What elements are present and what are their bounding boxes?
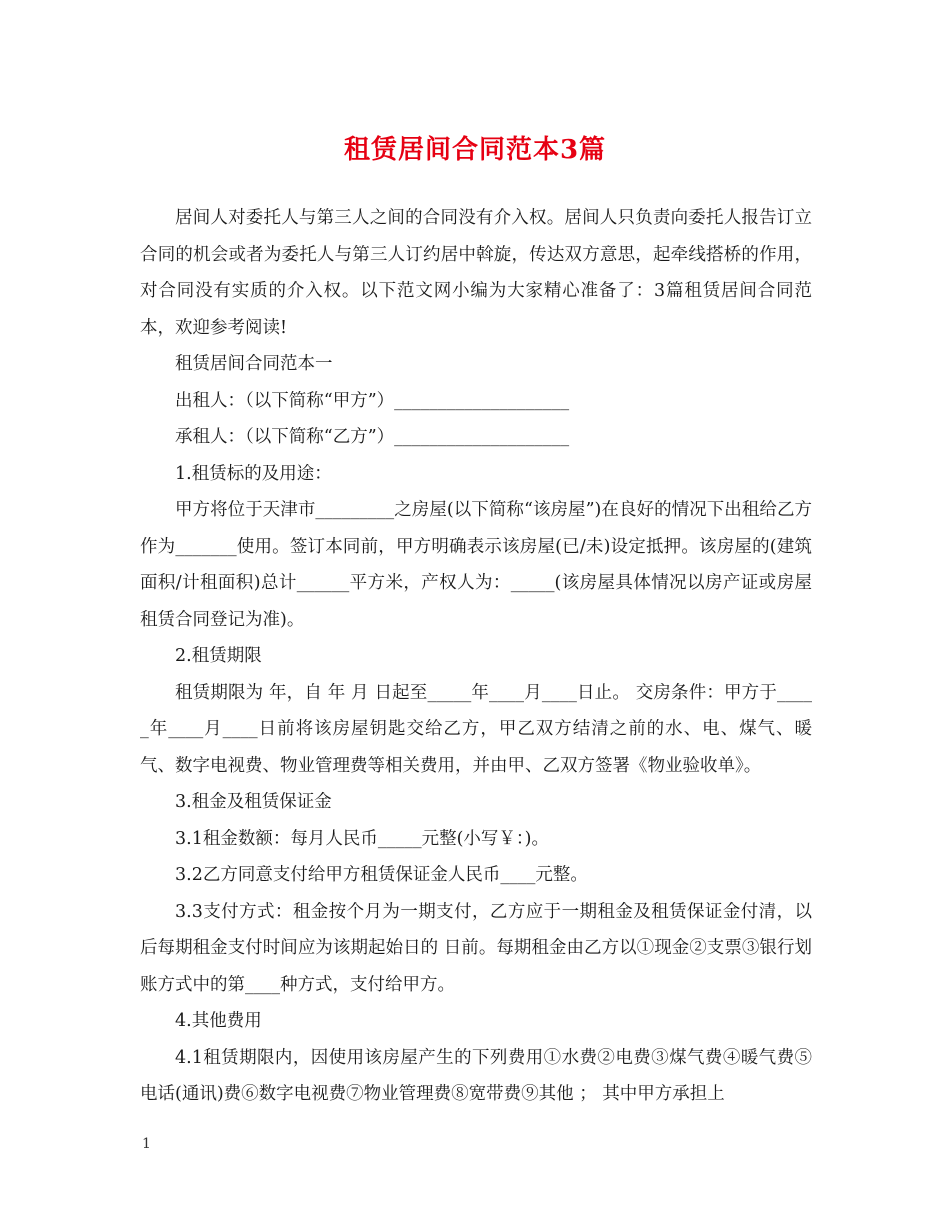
document-body bbox=[140, 200, 812, 1113]
document-title: 租赁居间合同范本3篇 bbox=[343, 135, 607, 165]
paragraph-clause-3-heading: 3.租金及租赁保证金 bbox=[175, 792, 332, 812]
paragraph-clause-3-1: 3.1租金数额：每月人民币_____元整(小写￥：)。 bbox=[175, 828, 549, 849]
paragraph-clause-4-heading: 4.其他费用 bbox=[175, 1011, 262, 1031]
paragraph-clause-4-1: 4.1租赁期限内，因使用该房屋产生的下列费用①水费②电费③煤气费④暖气费⑤电话(通讯)费⑥数字电视费⑦物业管理费⑧宽带费⑨其他 ； 其中甲方承担上 bbox=[140, 1047, 812, 1104]
paragraph-clause-2-body: 租赁期限为 年，自 年 月 日起至_____年____月____日止。 交房条件：甲方于_____年____月____日前将该房屋钥匙交给乙方，甲乙双方结清之前的水、电、煤气、暖气、数字电视费、物业管理费等相关费用，并由甲、乙双方签署《物业验收单》。 bbox=[140, 682, 812, 776]
paragraph-section-heading: 租赁居间合同范本一 bbox=[175, 354, 333, 374]
paragraph-lessor: 出租人：（以下简称“甲方”）____________________ bbox=[175, 390, 570, 411]
paragraph-clause-3-2: 3.2乙方同意支付给甲方租赁保证金人民币____元整。 bbox=[175, 865, 588, 885]
paragraph-clause-2-heading: 2.租赁期限 bbox=[175, 646, 262, 666]
paragraph-clause-3-3: 3.3支付方式：租金按个月为一期支付，乙方应于一期租金及租赁保证金付清，以后每期租金支付时间应为该期起始日的 日前。每期租金由乙方以①现金②支票③银行划账方式中的第____种方式，支付给甲方。 bbox=[140, 901, 812, 995]
paragraph-clause-1-body: 甲方将位于天津市_________之房屋(以下简称“该房屋”)在良好的情况下出租给乙方作为_______使用。签订本同前，甲方明确表示该房屋(已/未)设定抵押。该房屋的(建筑面积/计租面积)总计______平方米，产权人为：_____(该房屋具体情况以房产证或房屋租赁合同登记为准)。 bbox=[140, 500, 812, 630]
paragraph-clause-1-heading: 1.租赁标的及用途： bbox=[175, 463, 332, 484]
page-number: 1 bbox=[142, 1136, 151, 1152]
paragraph-intro: 居间人对委托人与第三人之间的合同没有介入权。居间人只负责向委托人报告订立合同的机会或者为委托人与第三人订约居中斡旋，传达双方意思，起牵线搭桥的作用，对合同没有实质的介入权。以下范文网小编为大家精心准备了：3篇租赁居间合同范本，欢迎参考阅读! bbox=[140, 208, 812, 338]
paragraph-lessee: 承租人：（以下简称“乙方”）____________________ bbox=[175, 427, 570, 447]
